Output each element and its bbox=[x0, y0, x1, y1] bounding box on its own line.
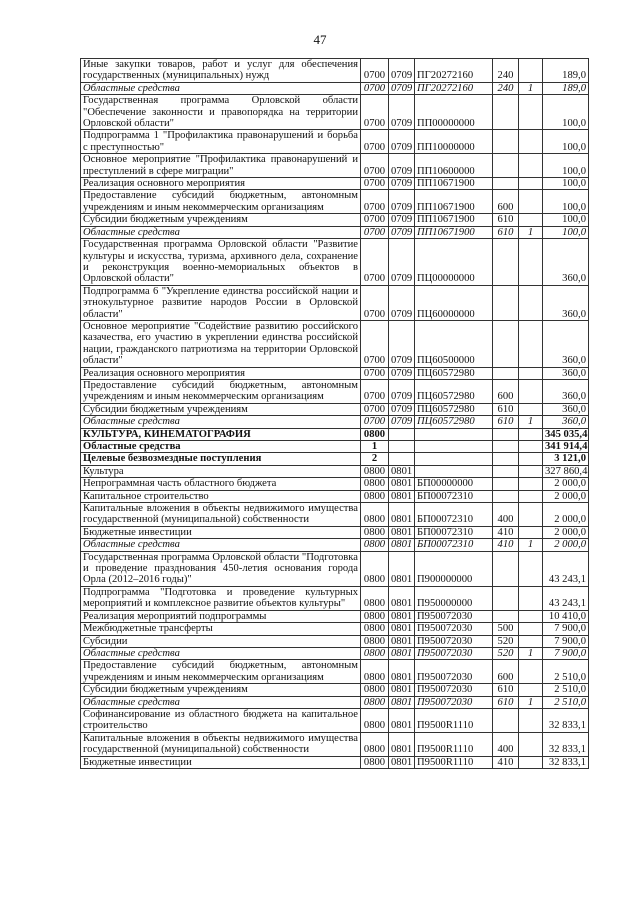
row-funding-source bbox=[519, 708, 543, 732]
row-target-article bbox=[415, 428, 493, 440]
budget-table bbox=[80, 58, 589, 769]
row-expense-type: 410 bbox=[493, 539, 519, 551]
row-name: Предоставление субсидий бюджетным, автономным учреждениям и иным некоммерческим организациям bbox=[81, 190, 361, 214]
row-funding-source bbox=[519, 178, 543, 190]
row-amount: 360,0 bbox=[543, 367, 589, 379]
row-section-code: 0700 bbox=[361, 239, 389, 286]
row-section-code: 0800 bbox=[361, 428, 389, 440]
row-funding-source bbox=[519, 453, 543, 465]
row-subsection-code: 0801 bbox=[389, 647, 415, 659]
row-subsection-code: 0709 bbox=[389, 130, 415, 154]
row-subsection-code: 0801 bbox=[389, 490, 415, 502]
row-subsection-code: 0801 bbox=[389, 696, 415, 708]
table-row bbox=[81, 441, 589, 453]
row-name: Капитальные вложения в объекты недвижимого имущества государственной (муниципальной) собственности bbox=[81, 732, 361, 756]
table-row bbox=[81, 453, 589, 465]
row-amount: 3 121,0 bbox=[543, 453, 589, 465]
row-amount: 189,0 bbox=[543, 59, 589, 83]
row-section-code: 0700 bbox=[361, 320, 389, 367]
row-amount: 360,0 bbox=[543, 285, 589, 320]
row-name: Субсидии бюджетным учреждениям bbox=[81, 214, 361, 226]
row-section-code: 0800 bbox=[361, 732, 389, 756]
row-expense-type bbox=[493, 586, 519, 610]
row-section-code: 0800 bbox=[361, 756, 389, 768]
table-row bbox=[81, 696, 589, 708]
row-target-article: БП00072310 bbox=[415, 526, 493, 538]
row-funding-source bbox=[519, 478, 543, 490]
row-amount: 32 833,1 bbox=[543, 756, 589, 768]
row-funding-source bbox=[519, 190, 543, 214]
row-amount: 32 833,1 bbox=[543, 708, 589, 732]
row-name: Подпрограмма "Подготовка и проведение культурных мероприятий и комплексное развитие объектов культуры" bbox=[81, 586, 361, 610]
row-subsection-code: 0801 bbox=[389, 465, 415, 477]
row-name: Бюджетные инвестиции bbox=[81, 526, 361, 538]
row-name: Областные средства bbox=[81, 82, 361, 94]
row-subsection-code: 0709 bbox=[389, 178, 415, 190]
row-name: Предоставление субсидий бюджетным, автономным учреждениям и иным некоммерческим организациям bbox=[81, 660, 361, 684]
row-subsection-code: 0709 bbox=[389, 214, 415, 226]
row-expense-type bbox=[493, 367, 519, 379]
row-subsection-code: 0801 bbox=[389, 539, 415, 551]
row-amount: 345 035,4 bbox=[543, 428, 589, 440]
row-name: Софинансирование из областного бюджета на капитальное строительство bbox=[81, 708, 361, 732]
table-row bbox=[81, 708, 589, 732]
budget-table-body bbox=[81, 59, 589, 769]
row-amount: 7 900,0 bbox=[543, 647, 589, 659]
row-section-code: 0700 bbox=[361, 95, 389, 130]
row-subsection-code: 0709 bbox=[389, 285, 415, 320]
row-target-article: П950000000 bbox=[415, 586, 493, 610]
row-expense-type bbox=[493, 478, 519, 490]
row-target-article: П950072030 bbox=[415, 610, 493, 622]
row-name: Областные средства bbox=[81, 539, 361, 551]
row-funding-source bbox=[519, 465, 543, 477]
row-funding-source bbox=[519, 635, 543, 647]
row-target-article: ПЦ00000000 bbox=[415, 239, 493, 286]
row-target-article: БП00072310 bbox=[415, 539, 493, 551]
row-target-article: ПЦ60572980 bbox=[415, 416, 493, 428]
table-row bbox=[81, 490, 589, 502]
row-funding-source: 1 bbox=[519, 647, 543, 659]
table-row bbox=[81, 503, 589, 527]
row-funding-source bbox=[519, 320, 543, 367]
table-row bbox=[81, 178, 589, 190]
table-row bbox=[81, 623, 589, 635]
row-target-article bbox=[415, 441, 493, 453]
row-subsection-code: 0709 bbox=[389, 59, 415, 83]
row-section-code: 0700 bbox=[361, 82, 389, 94]
row-expense-type: 610 bbox=[493, 214, 519, 226]
row-section-code: 0700 bbox=[361, 154, 389, 178]
row-section-code: 0700 bbox=[361, 226, 389, 238]
row-subsection-code: 0709 bbox=[389, 95, 415, 130]
row-subsection-code bbox=[389, 441, 415, 453]
row-expense-type: 520 bbox=[493, 647, 519, 659]
row-amount: 100,0 bbox=[543, 95, 589, 130]
row-section-code: 2 bbox=[361, 453, 389, 465]
row-section-code: 0800 bbox=[361, 684, 389, 696]
page-number: 47 bbox=[313, 32, 327, 47]
row-funding-source bbox=[519, 732, 543, 756]
row-name: Целевые безвозмездные поступления bbox=[81, 453, 361, 465]
row-expense-type bbox=[493, 465, 519, 477]
row-target-article: П9500R1110 bbox=[415, 708, 493, 732]
row-funding-source bbox=[519, 154, 543, 178]
row-funding-source bbox=[519, 214, 543, 226]
row-name: Областные средства bbox=[81, 416, 361, 428]
row-funding-source bbox=[519, 239, 543, 286]
row-subsection-code: 0801 bbox=[389, 526, 415, 538]
row-section-code: 0700 bbox=[361, 130, 389, 154]
row-name: Капитальные вложения в объекты недвижимого имущества государственной (муниципальной) собственности bbox=[81, 503, 361, 527]
row-amount: 10 410,0 bbox=[543, 610, 589, 622]
row-funding-source: 1 bbox=[519, 416, 543, 428]
row-expense-type: 410 bbox=[493, 756, 519, 768]
row-funding-source bbox=[519, 551, 543, 586]
table-row bbox=[81, 226, 589, 238]
row-name: Культура bbox=[81, 465, 361, 477]
row-name: КУЛЬТУРА, КИНЕМАТОГРАФИЯ bbox=[81, 428, 361, 440]
row-amount: 43 243,1 bbox=[543, 551, 589, 586]
row-section-code: 1 bbox=[361, 441, 389, 453]
row-section-code: 0800 bbox=[361, 490, 389, 502]
table-row bbox=[81, 478, 589, 490]
row-target-article: ПЦ60572980 bbox=[415, 403, 493, 415]
row-subsection-code: 0801 bbox=[389, 623, 415, 635]
row-target-article: П950072030 bbox=[415, 696, 493, 708]
row-subsection-code: 0709 bbox=[389, 320, 415, 367]
row-expense-type: 400 bbox=[493, 732, 519, 756]
row-name: Иные закупки товаров, работ и услуг для обеспечения государственных (муниципальных) нужд bbox=[81, 59, 361, 83]
row-expense-type bbox=[493, 708, 519, 732]
row-name: Субсидии бюджетным учреждениям bbox=[81, 684, 361, 696]
row-subsection-code: 0709 bbox=[389, 82, 415, 94]
row-target-article: П9500R1110 bbox=[415, 732, 493, 756]
row-subsection-code: 0709 bbox=[389, 403, 415, 415]
row-funding-source bbox=[519, 490, 543, 502]
row-expense-type: 400 bbox=[493, 503, 519, 527]
row-target-article: БП00000000 bbox=[415, 478, 493, 490]
row-subsection-code: 0801 bbox=[389, 610, 415, 622]
row-amount: 100,0 bbox=[543, 214, 589, 226]
row-subsection-code: 0709 bbox=[389, 190, 415, 214]
row-target-article: П900000000 bbox=[415, 551, 493, 586]
row-amount: 100,0 bbox=[543, 130, 589, 154]
row-amount: 2 000,0 bbox=[543, 539, 589, 551]
row-funding-source bbox=[519, 367, 543, 379]
table-row bbox=[81, 756, 589, 768]
row-expense-type bbox=[493, 490, 519, 502]
row-subsection-code: 0801 bbox=[389, 551, 415, 586]
table-row bbox=[81, 610, 589, 622]
row-target-article: ПП10671900 bbox=[415, 178, 493, 190]
row-subsection-code: 0801 bbox=[389, 586, 415, 610]
row-subsection-code: 0709 bbox=[389, 367, 415, 379]
table-row bbox=[81, 416, 589, 428]
row-section-code: 0700 bbox=[361, 416, 389, 428]
row-section-code: 0700 bbox=[361, 59, 389, 83]
row-name: Областные средства bbox=[81, 647, 361, 659]
row-expense-type bbox=[493, 441, 519, 453]
row-name: Подпрограмма 6 "Укрепление единства российской нации и этнокультурное развитие народов России в Орловской области" bbox=[81, 285, 361, 320]
row-section-code: 0800 bbox=[361, 478, 389, 490]
row-funding-source bbox=[519, 660, 543, 684]
row-expense-type: 610 bbox=[493, 416, 519, 428]
row-name: Основное мероприятие "Профилактика правонарушений и преступлений в сфере миграции" bbox=[81, 154, 361, 178]
row-amount: 100,0 bbox=[543, 226, 589, 238]
row-expense-type: 410 bbox=[493, 526, 519, 538]
row-expense-type bbox=[493, 453, 519, 465]
row-target-article: П9500R1110 bbox=[415, 756, 493, 768]
row-funding-source bbox=[519, 623, 543, 635]
row-section-code: 0800 bbox=[361, 635, 389, 647]
row-amount: 360,0 bbox=[543, 239, 589, 286]
row-subsection-code: 0801 bbox=[389, 732, 415, 756]
row-funding-source bbox=[519, 586, 543, 610]
row-section-code: 0700 bbox=[361, 367, 389, 379]
row-target-article: П950072030 bbox=[415, 623, 493, 635]
row-subsection-code: 0801 bbox=[389, 708, 415, 732]
table-row bbox=[81, 551, 589, 586]
row-expense-type bbox=[493, 285, 519, 320]
row-target-article: ПП00000000 bbox=[415, 95, 493, 130]
row-funding-source: 1 bbox=[519, 82, 543, 94]
row-amount: 2 000,0 bbox=[543, 490, 589, 502]
row-funding-source bbox=[519, 503, 543, 527]
row-expense-type bbox=[493, 239, 519, 286]
row-funding-source bbox=[519, 95, 543, 130]
row-subsection-code: 0801 bbox=[389, 684, 415, 696]
row-amount: 360,0 bbox=[543, 416, 589, 428]
table-row bbox=[81, 239, 589, 286]
row-name: Основное мероприятие "Содействие развитию российского казачества, его участию в укреплении единства российской нации, гражданского патриотизма на территории Орловской области" bbox=[81, 320, 361, 367]
row-amount: 189,0 bbox=[543, 82, 589, 94]
row-name: Субсидии бюджетным учреждениям bbox=[81, 403, 361, 415]
row-expense-type bbox=[493, 551, 519, 586]
row-expense-type: 610 bbox=[493, 403, 519, 415]
row-expense-type: 600 bbox=[493, 660, 519, 684]
table-row bbox=[81, 635, 589, 647]
row-name: Субсидии bbox=[81, 635, 361, 647]
row-expense-type bbox=[493, 320, 519, 367]
table-row bbox=[81, 320, 589, 367]
row-amount: 360,0 bbox=[543, 403, 589, 415]
row-target-article: ПЦ60000000 bbox=[415, 285, 493, 320]
row-section-code: 0800 bbox=[361, 465, 389, 477]
table-row bbox=[81, 684, 589, 696]
row-funding-source bbox=[519, 610, 543, 622]
row-subsection-code: 0801 bbox=[389, 660, 415, 684]
row-section-code: 0800 bbox=[361, 708, 389, 732]
row-expense-type bbox=[493, 154, 519, 178]
table-row bbox=[81, 95, 589, 130]
row-amount: 2 000,0 bbox=[543, 526, 589, 538]
row-funding-source bbox=[519, 379, 543, 403]
table-row bbox=[81, 130, 589, 154]
table-row bbox=[81, 59, 589, 83]
table-row bbox=[81, 285, 589, 320]
row-target-article: БП00072310 bbox=[415, 503, 493, 527]
table-row bbox=[81, 367, 589, 379]
table-row bbox=[81, 732, 589, 756]
row-amount: 2 510,0 bbox=[543, 684, 589, 696]
table-row bbox=[81, 660, 589, 684]
row-expense-type bbox=[493, 428, 519, 440]
row-amount: 360,0 bbox=[543, 320, 589, 367]
row-expense-type bbox=[493, 610, 519, 622]
row-name: Областные средства bbox=[81, 441, 361, 453]
row-expense-type: 600 bbox=[493, 379, 519, 403]
row-funding-source bbox=[519, 441, 543, 453]
row-target-article: П950072030 bbox=[415, 647, 493, 659]
row-name: Реализация основного мероприятия bbox=[81, 178, 361, 190]
table-row bbox=[81, 214, 589, 226]
row-amount: 2 000,0 bbox=[543, 478, 589, 490]
row-funding-source bbox=[519, 285, 543, 320]
row-section-code: 0800 bbox=[361, 526, 389, 538]
row-target-article: БП00072310 bbox=[415, 490, 493, 502]
table-row bbox=[81, 154, 589, 178]
row-name: Государственная программа Орловской области "Подготовка и проведение празднования 450-летия основания города Орла (2012–2016 годы)" bbox=[81, 551, 361, 586]
row-amount: 327 860,4 bbox=[543, 465, 589, 477]
row-expense-type bbox=[493, 95, 519, 130]
row-expense-type bbox=[493, 178, 519, 190]
row-section-code: 0700 bbox=[361, 403, 389, 415]
table-row bbox=[81, 465, 589, 477]
row-section-code: 0800 bbox=[361, 660, 389, 684]
row-subsection-code: 0709 bbox=[389, 416, 415, 428]
row-target-article: ПП10671900 bbox=[415, 214, 493, 226]
row-section-code: 0800 bbox=[361, 539, 389, 551]
row-name: Областные средства bbox=[81, 696, 361, 708]
row-amount: 2 510,0 bbox=[543, 660, 589, 684]
row-expense-type bbox=[493, 130, 519, 154]
row-section-code: 0700 bbox=[361, 190, 389, 214]
row-name: Реализация мероприятий подпрограммы bbox=[81, 610, 361, 622]
row-target-article: ПГ20272160 bbox=[415, 82, 493, 94]
row-name: Предоставление субсидий бюджетным, автономным учреждениям и иным некоммерческим организациям bbox=[81, 379, 361, 403]
table-row bbox=[81, 539, 589, 551]
table-row bbox=[81, 82, 589, 94]
row-section-code: 0800 bbox=[361, 610, 389, 622]
row-subsection-code bbox=[389, 428, 415, 440]
row-amount: 100,0 bbox=[543, 190, 589, 214]
row-funding-source bbox=[519, 526, 543, 538]
row-section-code: 0800 bbox=[361, 647, 389, 659]
row-name: Подпрограмма 1 "Профилактика правонарушений и борьба с преступностью" bbox=[81, 130, 361, 154]
row-target-article: ПП10671900 bbox=[415, 226, 493, 238]
row-funding-source bbox=[519, 684, 543, 696]
row-target-article: ПЦ60572980 bbox=[415, 367, 493, 379]
table-row bbox=[81, 586, 589, 610]
row-subsection-code bbox=[389, 453, 415, 465]
row-expense-type: 610 bbox=[493, 684, 519, 696]
row-section-code: 0700 bbox=[361, 285, 389, 320]
row-funding-source: 1 bbox=[519, 226, 543, 238]
row-target-article bbox=[415, 465, 493, 477]
row-subsection-code: 0801 bbox=[389, 635, 415, 647]
row-funding-source: 1 bbox=[519, 696, 543, 708]
row-amount: 360,0 bbox=[543, 379, 589, 403]
row-target-article: ПП10671900 bbox=[415, 190, 493, 214]
row-target-article: П950072030 bbox=[415, 635, 493, 647]
row-expense-type: 240 bbox=[493, 82, 519, 94]
row-section-code: 0800 bbox=[361, 623, 389, 635]
table-row bbox=[81, 403, 589, 415]
row-target-article: ПЦ60500000 bbox=[415, 320, 493, 367]
row-name: Межбюджетные трансферты bbox=[81, 623, 361, 635]
row-name: Капитальное строительство bbox=[81, 490, 361, 502]
row-section-code: 0800 bbox=[361, 551, 389, 586]
row-amount: 100,0 bbox=[543, 178, 589, 190]
row-amount: 100,0 bbox=[543, 154, 589, 178]
table-row bbox=[81, 190, 589, 214]
row-subsection-code: 0801 bbox=[389, 756, 415, 768]
row-section-code: 0800 bbox=[361, 503, 389, 527]
table-row bbox=[81, 379, 589, 403]
row-amount: 32 833,1 bbox=[543, 732, 589, 756]
row-target-article: П950072030 bbox=[415, 660, 493, 684]
row-amount: 7 900,0 bbox=[543, 635, 589, 647]
row-target-article: П950072030 bbox=[415, 684, 493, 696]
row-section-code: 0800 bbox=[361, 696, 389, 708]
table-row bbox=[81, 526, 589, 538]
row-expense-type: 610 bbox=[493, 696, 519, 708]
row-funding-source bbox=[519, 428, 543, 440]
row-target-article: ПЦ60572980 bbox=[415, 379, 493, 403]
row-name: Государственная программа Орловской области "Развитие культуры и искусства, туризма, архивного дела, сохранение и реконструкция военно-мемориальных объектов в Орловской области" bbox=[81, 239, 361, 286]
row-funding-source bbox=[519, 403, 543, 415]
row-target-article bbox=[415, 453, 493, 465]
row-amount: 2 510,0 bbox=[543, 696, 589, 708]
row-section-code: 0800 bbox=[361, 586, 389, 610]
row-expense-type: 600 bbox=[493, 190, 519, 214]
row-section-code: 0700 bbox=[361, 178, 389, 190]
row-funding-source bbox=[519, 756, 543, 768]
row-name: Бюджетные инвестиции bbox=[81, 756, 361, 768]
row-name: Государственная программа Орловской области "Обеспечение законности и правопорядка на территории Орловской области" bbox=[81, 95, 361, 130]
row-name: Непрограммная часть областного бюджета bbox=[81, 478, 361, 490]
row-subsection-code: 0709 bbox=[389, 239, 415, 286]
row-funding-source: 1 bbox=[519, 539, 543, 551]
row-amount: 341 914,4 bbox=[543, 441, 589, 453]
row-name: Реализация основного мероприятия bbox=[81, 367, 361, 379]
row-name: Областные средства bbox=[81, 226, 361, 238]
row-amount: 7 900,0 bbox=[543, 623, 589, 635]
row-subsection-code: 0709 bbox=[389, 226, 415, 238]
row-subsection-code: 0709 bbox=[389, 154, 415, 178]
row-amount: 2 000,0 bbox=[543, 503, 589, 527]
row-funding-source bbox=[519, 130, 543, 154]
row-target-article: ПП10600000 bbox=[415, 154, 493, 178]
row-expense-type: 520 bbox=[493, 635, 519, 647]
row-subsection-code: 0801 bbox=[389, 478, 415, 490]
row-section-code: 0700 bbox=[361, 379, 389, 403]
table-row bbox=[81, 647, 589, 659]
row-section-code: 0700 bbox=[361, 214, 389, 226]
row-expense-type: 240 bbox=[493, 59, 519, 83]
row-funding-source bbox=[519, 59, 543, 83]
row-target-article: ПП10000000 bbox=[415, 130, 493, 154]
row-amount: 43 243,1 bbox=[543, 586, 589, 610]
row-expense-type: 610 bbox=[493, 226, 519, 238]
row-target-article: ПГ20272160 bbox=[415, 59, 493, 83]
row-subsection-code: 0801 bbox=[389, 503, 415, 527]
row-expense-type: 500 bbox=[493, 623, 519, 635]
table-row bbox=[81, 428, 589, 440]
row-subsection-code: 0709 bbox=[389, 379, 415, 403]
